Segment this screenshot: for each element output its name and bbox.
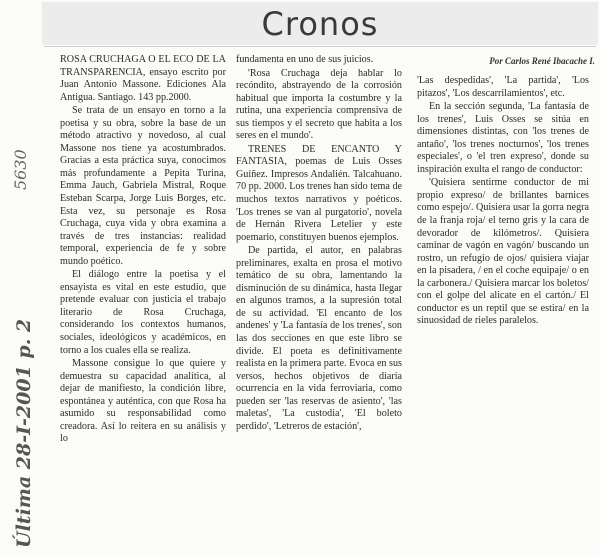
book-heading-rosa-cruchaga: ROSA CRUCHAGA O EL ECO DE LA TRANSPARENCIA, ensayo escrito por Juan Antonio Massone. Ediciones Ala Antigua. Santiago. 143 pp.2000.	[60, 54, 226, 103]
paragraph: fundamenta en uno de sus juicios.	[236, 54, 374, 65]
book-heading-trenes: TRENES DE ENCANTO Y FANTASIA, poemas de Luis Osses Guíñez. Impresos Andalién. Talcahuano. 70 pp. 2000. Los trenes han sido tema de muchos textos narrativos y poéticos. 'Los trenes se van al purgatorio', novela de Hernán Rivera Letelier y este poemario, constituyen buenos ejemplos.	[236, 143, 402, 243]
article-column-3	[417, 75, 589, 328]
paragraph: El diálogo entre la poetisa y el ensayista es vital en este estudio, que pretende evaluar con justicia el trabajo literario de Rosa Cruchaga, considerando los contextos humanos, sociales, ideológicos y académicos, en torno a los cuales ella se realiza.	[60, 269, 226, 356]
article-column-2	[236, 54, 402, 433]
byline: Por Carlos René Ibacache I.	[489, 56, 595, 66]
section-header	[42, 2, 598, 45]
article-column-1	[60, 54, 226, 446]
paragraph: 'Las despedidas', 'La partida', 'Los pitazos', 'Los descarrilamientos', etc.	[417, 75, 589, 99]
quotation: 'Rosa Cruchaga deja hablar lo recóndito, abstrayendo de la corrosión habitual que importa la costumbre y la rutina, una experiencia comprensiva de sus tiempos y el secreto que habita a los seres en el mundo'.	[236, 67, 402, 142]
header-rule	[44, 46, 596, 47]
handwritten-source-date: Última 28-I-2001 p. 2	[13, 318, 35, 548]
poem-quotation: 'Quisiera sentirme conductor de mi propio expreso/ de brillantes barnices como espejo/. Quisiera usar la gorra negra de la franja roja/ el terno gris y la cara de devorador de kilómetros/. Quisiera caminar de vagón en vagón/ buscando un rostro, un refugio de ojos/ quisiera viajar en la pisadera, / en el coche equipaje/ o en la carbonera./ Quisiera marcar los boletos/ con el golpe del alicate en el cartón./ El conductor es un reptil que se estira/ en la sinuosidad de rieles paralelos.	[417, 177, 589, 327]
handwriting-graphic	[2, 150, 42, 550]
paragraph: En la sección segunda, 'La fantasía de los trenes', Luis Osses se sitúa en dimensiones distintas, con 'los trenes de antaño', 'los trenes nocturnos', 'los trenes especiales', o 'el tren expreso', donde su inspiración exulta el rango de conductor:	[417, 101, 589, 175]
paragraph: Massone consigue lo que quiere y demuestra su capacidad analítica, al dejar de manifiesto, la condición libre, espontánea y auténtica, con que Rosa ha asumido su responsabilidad como creadora. Así lo reitera en su análisis y lo	[60, 358, 226, 445]
paragraph: De partida, el autor, en palabras preliminares, exalta en prosa el motivo temático de su obra, lamentando la disminución de su dinámica, hasta llegar en algunos tramos, a la supresión total de su actividad. 'El encanto de los andenes' y 'La fantasía de los trenes', son las dos secciones en que este libro se divide. El poeta es definitivamente realista en la primera parte. Evoca en sus versos, hechos objetivos de diaria ocurrencia en la vida ferroviaria, como pueden ser 'las reservas de asiento', 'las maletas', 'La custodia', 'El boleto perdido', 'Letreros de estación',	[236, 245, 402, 432]
handwritten-margin-note	[2, 150, 42, 550]
catalog-number: 563008	[11, 150, 30, 190]
page-title: Cronos	[261, 4, 379, 43]
paragraph: Se trata de un ensayo en torno a la poetisa y su obra, sobre la base de un método atractivo y novedoso, al cual Massone nos tiene ya acostumbrados. Gracias a esta práctica suya, conocimos más profundamente a Pepita Turina, Emma Jauch, Gabriela Mistral, Roque Esteban Scarpa, Jorge Luis Borges, etc. Esta vez, su personaje es Rosa Cruchaga, cuya vida y obra examina a través de tres instancias: realidad temporal, experiencia de fe y sobre mundo poético.	[60, 105, 226, 267]
